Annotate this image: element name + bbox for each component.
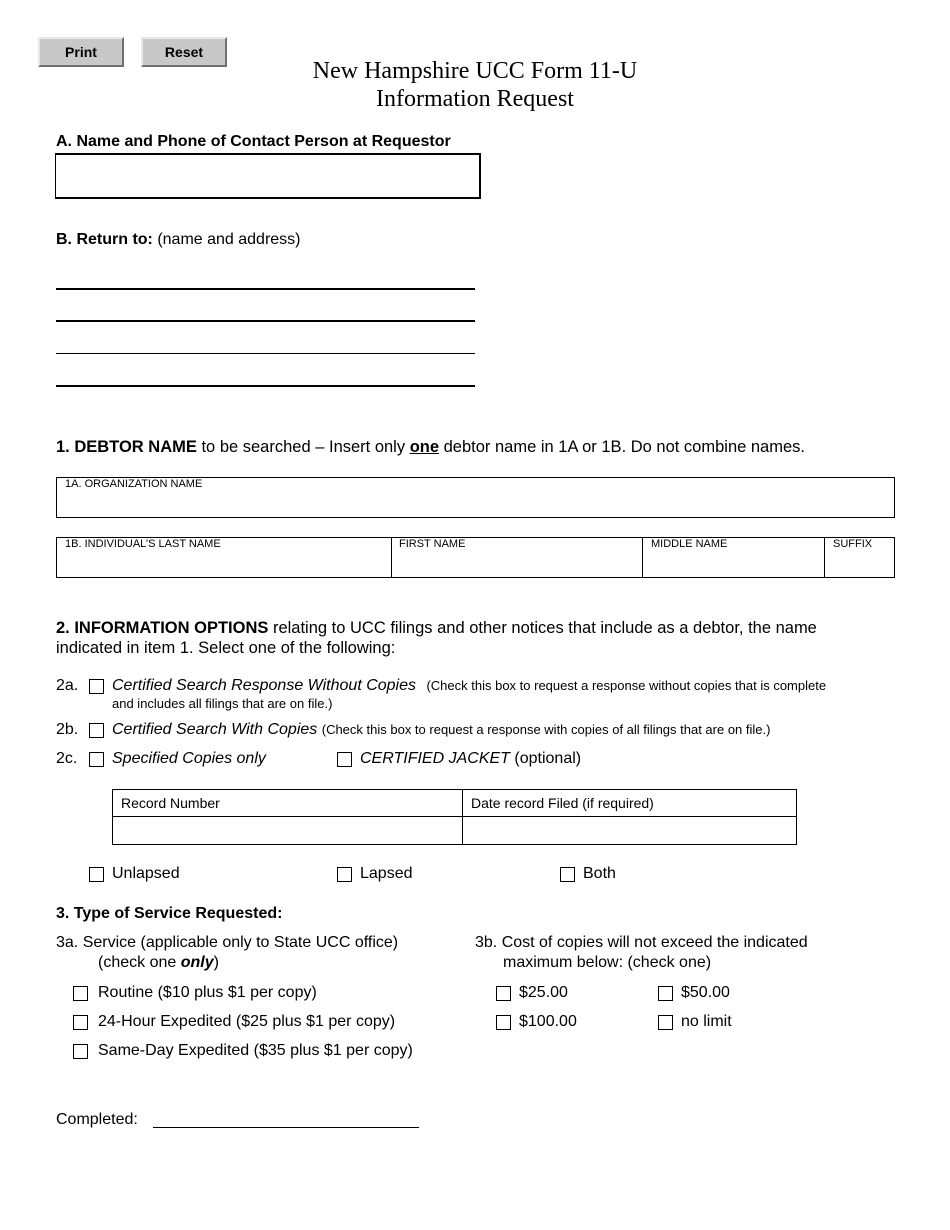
option-2c-number: 2c. <box>56 750 78 767</box>
last-name-label: 1B. INDIVIDUAL’S LAST NAME <box>65 538 221 550</box>
option-2a-text <box>112 677 826 695</box>
both-label: Both <box>583 865 616 882</box>
record-number-header: Record Number <box>113 790 463 817</box>
option-2b-title: Certified Search With Copies <box>112 721 318 738</box>
section-1-label: 1. DEBTOR NAME <box>56 438 197 456</box>
section-1-text-end: debtor name in 1A or 1B. Do not combine names. <box>439 438 805 456</box>
service-subheading <box>98 954 219 972</box>
service-subheading-pre: (check one <box>98 954 181 971</box>
cost-50-checkbox[interactable] <box>658 986 673 1001</box>
routine-service-checkbox[interactable] <box>73 986 88 1001</box>
service-subheading-emphasis: only <box>180 954 214 971</box>
option-2c-checkbox[interactable] <box>89 752 104 767</box>
cost-50-label: $50.00 <box>681 984 730 1001</box>
organization-name-field[interactable] <box>56 477 895 518</box>
reset-button[interactable]: Reset <box>141 37 227 67</box>
completed-field[interactable] <box>153 1127 419 1128</box>
section-a-heading: A. Name and Phone of Contact Person at Requestor <box>56 133 451 150</box>
option-2c-title: Specified Copies only <box>112 750 266 767</box>
option-2a-desc: (Check this box to request a response without copies that is complete <box>426 678 827 693</box>
option-2b-number: 2b. <box>56 721 79 738</box>
cost-100-checkbox[interactable] <box>496 1015 511 1030</box>
suffix-label: SUFFIX <box>833 538 873 550</box>
completed-label: Completed: <box>56 1111 138 1128</box>
cost-no-limit-label: no limit <box>681 1013 732 1030</box>
same-day-label: Same-Day Expedited ($35 plus $1 per copy) <box>98 1042 413 1059</box>
expedited-24h-checkbox[interactable] <box>73 1015 88 1030</box>
return-to-line-3[interactable] <box>56 353 475 354</box>
lapsed-checkbox[interactable] <box>337 867 352 882</box>
expedited-24h-label: 24-Hour Expedited ($25 plus $1 per copy) <box>98 1013 396 1030</box>
middle-name-field[interactable] <box>642 537 825 578</box>
section-2-text: relating to UCC filings and other notices that include as a debtor, the name <box>268 619 817 637</box>
section-3-heading: 3. Type of Service Requested: <box>56 905 283 922</box>
cost-subheading: maximum below: (check one) <box>503 954 712 971</box>
section-b-label: B. Return to: <box>56 231 153 248</box>
option-2a-desc-line2: and includes all filings that are on file.) <box>112 696 333 711</box>
section-b-heading <box>56 231 301 249</box>
organization-name-label: 1A. ORGANIZATION NAME <box>65 478 203 490</box>
service-subheading-post: ) <box>213 954 219 971</box>
unlapsed-checkbox[interactable] <box>89 867 104 882</box>
cost-no-limit-checkbox[interactable] <box>658 1015 673 1030</box>
lapsed-label: Lapsed <box>360 865 413 882</box>
routine-service-label: Routine ($10 plus $1 per copy) <box>98 984 317 1001</box>
return-to-line-1[interactable] <box>56 288 475 290</box>
first-name-label: FIRST NAME <box>399 538 466 550</box>
first-name-field[interactable] <box>391 537 643 578</box>
individual-last-name-field[interactable] <box>56 537 392 578</box>
certified-jacket-text <box>360 750 581 768</box>
certified-jacket-title: CERTIFIED JACKET <box>360 750 510 767</box>
suffix-field[interactable] <box>824 537 895 578</box>
section-2-heading <box>56 618 817 658</box>
record-table <box>112 789 797 845</box>
certified-jacket-checkbox[interactable] <box>337 752 352 767</box>
date-filed-header: Date record Filed (if required) <box>463 790 797 817</box>
section-2-text-line2: indicated in item 1. Select one of the following: <box>56 639 396 657</box>
cost-25-label: $25.00 <box>519 984 568 1001</box>
print-button[interactable]: Print <box>38 37 124 67</box>
cost-heading: 3b. Cost of copies will not exceed the indicated <box>475 934 808 951</box>
option-2a-number: 2a. <box>56 677 79 694</box>
option-2a-checkbox[interactable] <box>89 679 104 694</box>
return-to-line-4[interactable] <box>56 385 475 387</box>
certified-jacket-optional: (optional) <box>509 750 582 767</box>
middle-name-label: MIDDLE NAME <box>651 538 728 550</box>
section-b-hint: (name and address) <box>152 231 301 248</box>
date-filed-input[interactable] <box>463 817 797 845</box>
service-heading: 3a. Service (applicable only to State UCC office) <box>56 934 399 951</box>
contact-person-field[interactable] <box>55 153 481 199</box>
option-2a-title: Certified Search Response Without Copies <box>112 677 417 694</box>
option-2b-checkbox[interactable] <box>89 723 104 738</box>
cost-25-checkbox[interactable] <box>496 986 511 1001</box>
record-number-input[interactable] <box>113 817 463 845</box>
section-1-heading <box>56 438 805 457</box>
section-1-emphasis: one <box>409 438 440 456</box>
section-1-text: to be searched – Insert only <box>196 438 410 456</box>
option-2b-text <box>112 721 770 739</box>
form-subtitle: Information Request <box>376 86 574 112</box>
cost-100-label: $100.00 <box>519 1013 577 1030</box>
unlapsed-label: Unlapsed <box>112 865 180 882</box>
form-title: New Hampshire UCC Form 11-U <box>312 58 638 84</box>
both-checkbox[interactable] <box>560 867 575 882</box>
return-to-line-2[interactable] <box>56 320 475 322</box>
section-2-label: 2. INFORMATION OPTIONS <box>56 619 269 637</box>
option-2b-desc: (Check this box to request a response with copies of all filings that are on file.) <box>321 722 771 737</box>
same-day-checkbox[interactable] <box>73 1044 88 1059</box>
